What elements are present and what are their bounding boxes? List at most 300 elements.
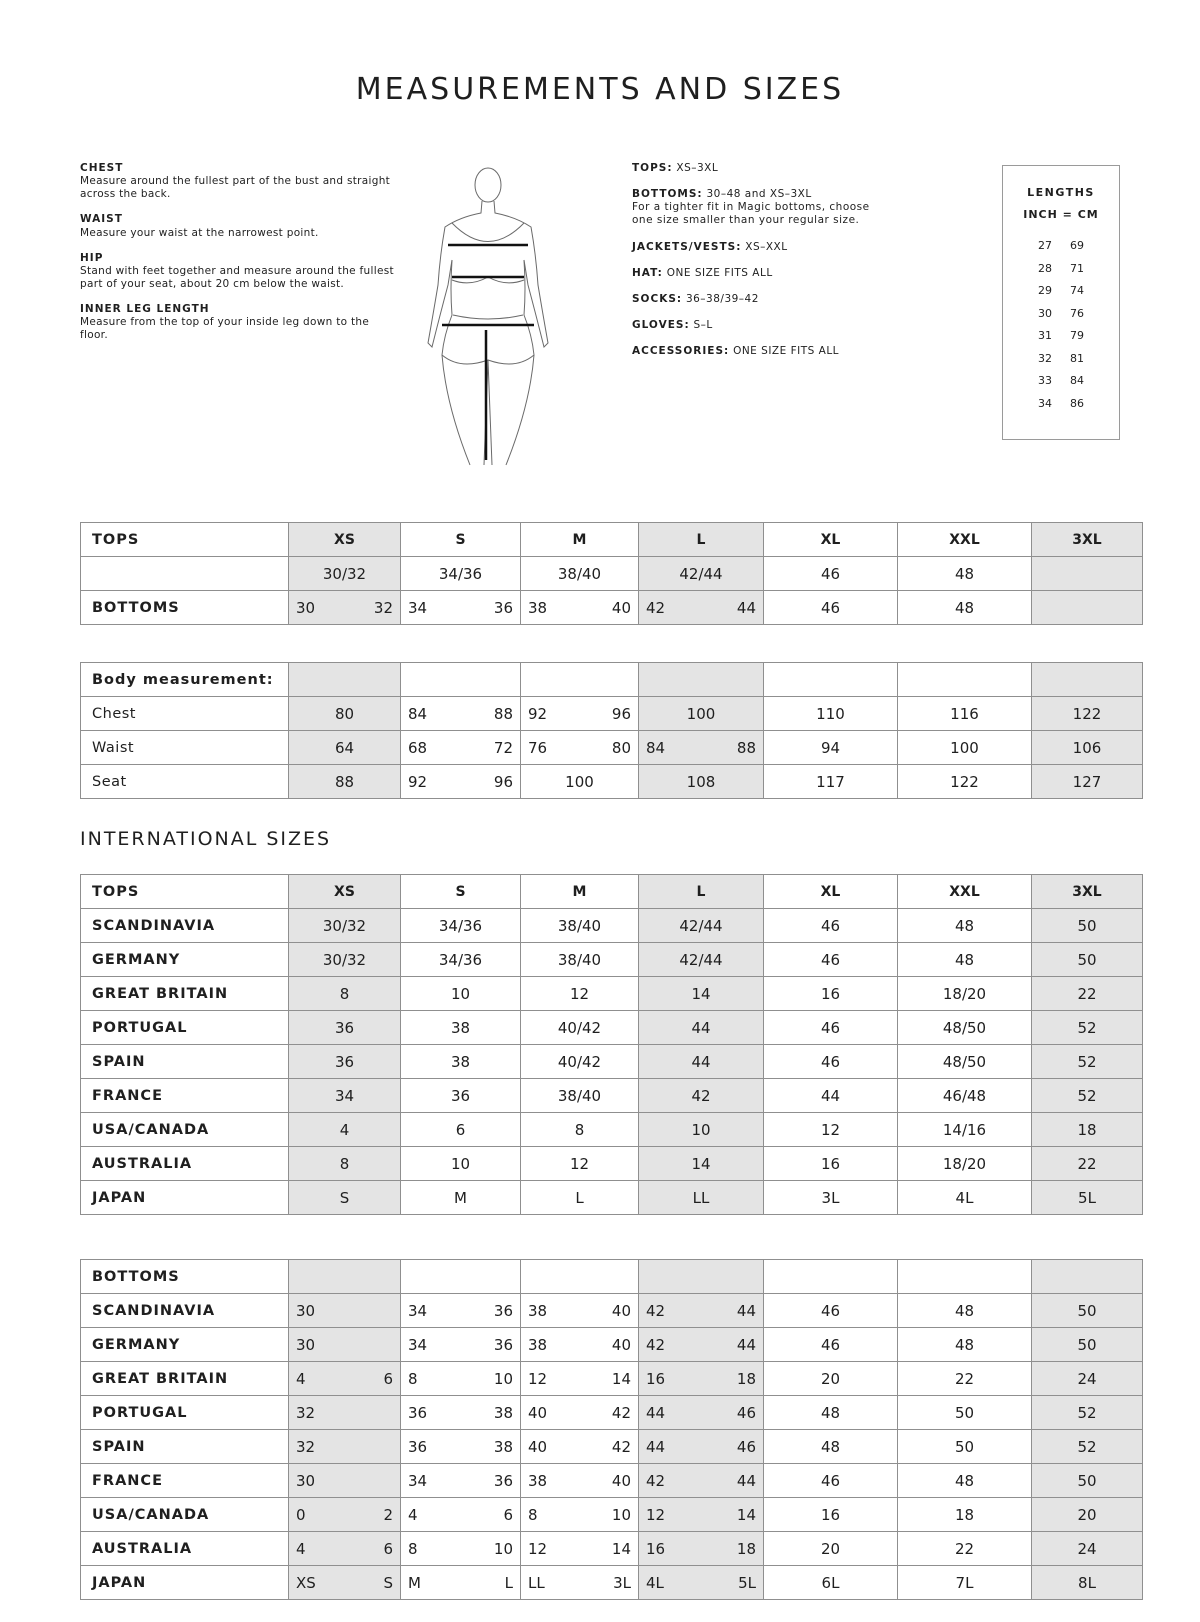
size-cell: 117 [764, 765, 898, 799]
table-row [81, 557, 1143, 591]
size-cell: 34/36 [401, 557, 521, 591]
range-label: ACCESSORIES: [632, 345, 730, 357]
size-cell: 52 [1032, 1430, 1143, 1464]
size-cell: 46 [764, 1464, 898, 1498]
size-cell: 48/50 [898, 1011, 1032, 1045]
size-value: 36 [493, 1301, 513, 1320]
row-label: Seat [81, 765, 289, 799]
size-cell: 48 [898, 1294, 1032, 1328]
size-pair [289, 1438, 400, 1456]
size-value: 30 [296, 1335, 316, 1354]
lengths-row [1003, 370, 1119, 393]
size-cell: 50 [898, 1396, 1032, 1430]
size-cell [639, 1328, 764, 1362]
size-value: 6 [383, 1369, 393, 1388]
size-cell [401, 1430, 521, 1464]
size-cell: 30/32 [289, 943, 401, 977]
range-label: SOCKS: [632, 292, 683, 305]
size-cell: 8L [1032, 1566, 1143, 1600]
size-value: 44 [736, 1301, 756, 1320]
size-cell: 10 [401, 977, 521, 1011]
size-pair [289, 1336, 400, 1354]
size-cell: 40/42 [521, 1045, 639, 1079]
size-cell: 46/48 [898, 1079, 1032, 1113]
size-cell [289, 1362, 401, 1396]
body-measurement-table [80, 662, 1143, 799]
size-cell: 30/32 [289, 557, 401, 591]
size-value: 40 [528, 1403, 548, 1422]
size-cell: 3L [764, 1181, 898, 1215]
size-cell: 3XL [1032, 523, 1143, 557]
size-value: 16 [646, 1539, 666, 1558]
size-pair [401, 773, 520, 791]
size-value: 8 [408, 1369, 418, 1388]
size-pair [289, 1404, 400, 1422]
table-row [81, 943, 1143, 977]
size-cell: 50 [1032, 1294, 1143, 1328]
size-cell: 18 [898, 1498, 1032, 1532]
row-label: AUSTRALIA [81, 1532, 289, 1566]
range-value: XS–3XL [676, 162, 719, 174]
inch-value: 29 [1038, 284, 1052, 297]
size-cell [1032, 1260, 1143, 1294]
range-socks [632, 293, 892, 306]
size-value: 36 [493, 1471, 513, 1490]
size-value: 42 [646, 598, 666, 617]
range-value: 36–38/39–42 [685, 292, 759, 305]
size-value: 36 [493, 598, 513, 617]
table-row [81, 1430, 1143, 1464]
size-pair [289, 1574, 400, 1592]
row-label: SCANDINAVIA [81, 909, 289, 943]
size-cell: L [639, 875, 764, 909]
size-pair [521, 1574, 638, 1592]
range-bottoms [632, 188, 892, 227]
row-label [81, 557, 289, 591]
definition-heading: WAIST [80, 213, 123, 226]
size-cell: 48 [898, 909, 1032, 943]
inch-value: 34 [1038, 396, 1052, 410]
size-cell: M [401, 1181, 521, 1215]
size-cell [521, 1464, 639, 1498]
size-value: 38 [528, 1471, 548, 1490]
size-cell [401, 1498, 521, 1532]
size-value: 38 [493, 1437, 513, 1456]
size-cell: 12 [764, 1113, 898, 1147]
size-cell [639, 1464, 764, 1498]
size-cell: 94 [764, 731, 898, 765]
size-cell: 38/40 [521, 943, 639, 977]
table-row [81, 909, 1143, 943]
cm-value: 79 [1070, 329, 1084, 342]
size-cell: 12 [521, 977, 639, 1011]
lengths-heading: LENGTHS [1027, 186, 1095, 199]
table-row [81, 1260, 1143, 1294]
size-cell: M [521, 523, 639, 557]
size-cell [521, 697, 639, 731]
size-cell: 14 [639, 1147, 764, 1181]
size-cell [898, 663, 1032, 697]
row-label: GERMANY [81, 1328, 289, 1362]
lengths-box [1002, 165, 1120, 440]
size-pair [289, 1302, 400, 1320]
size-table [80, 522, 1143, 625]
size-pair [289, 1370, 400, 1388]
size-value: 12 [646, 1505, 666, 1524]
size-value: 36 [408, 1403, 428, 1422]
size-cell: 48 [764, 1396, 898, 1430]
size-cell: 42/44 [639, 943, 764, 977]
size-value: 6 [383, 1539, 393, 1558]
definition-inner-leg [80, 303, 400, 342]
table-row [81, 1464, 1143, 1498]
size-value: 2 [383, 1505, 393, 1524]
row-label: GREAT BRITAIN [81, 1362, 289, 1396]
size-cell: 38/40 [521, 557, 639, 591]
definition-waist [80, 213, 400, 239]
size-cell: 14/16 [898, 1113, 1032, 1147]
size-value: 0 [296, 1505, 306, 1524]
table-row [81, 1362, 1143, 1396]
size-cell [401, 1260, 521, 1294]
table-row [81, 1147, 1143, 1181]
range-jackets [632, 241, 892, 254]
size-cell: 38 [401, 1045, 521, 1079]
lengths-row [1003, 325, 1119, 348]
size-cell [521, 591, 639, 625]
size-cell: 16 [764, 1147, 898, 1181]
size-value: 44 [736, 1335, 756, 1354]
size-value: 8 [408, 1539, 418, 1558]
size-pair [639, 739, 763, 757]
size-cell: 122 [898, 765, 1032, 799]
size-cell: 42/44 [639, 909, 764, 943]
size-value: 36 [493, 1335, 513, 1354]
size-value: M [408, 1573, 421, 1592]
size-pair [521, 1336, 638, 1354]
size-cell: 48 [898, 591, 1032, 625]
range-value: ONE SIZE FITS ALL [733, 345, 840, 357]
range-value: 30–48 and XS–3XL [706, 188, 812, 201]
lengths-row [1003, 280, 1119, 303]
size-pair [639, 1540, 763, 1558]
inch-value: 32 [1038, 351, 1052, 365]
size-cell: 42 [639, 1079, 764, 1113]
size-cell [521, 1294, 639, 1328]
lengths-row [1003, 393, 1119, 416]
size-value: 12 [528, 1539, 548, 1558]
size-value: 38 [528, 598, 548, 617]
size-value: 40 [528, 1437, 548, 1456]
size-pair [639, 1336, 763, 1354]
size-value: 36 [408, 1437, 428, 1456]
size-pair [401, 1404, 520, 1422]
table-row [81, 1181, 1143, 1215]
size-cell [289, 591, 401, 625]
size-cell: 36 [289, 1045, 401, 1079]
table-row [81, 977, 1143, 1011]
size-value: 46 [736, 1403, 756, 1422]
size-pair [521, 1370, 638, 1388]
row-label: FRANCE [81, 1079, 289, 1113]
size-pair [639, 1302, 763, 1320]
definition-text: Measure around the fullest part of the bust and straight across the back. [80, 175, 391, 201]
row-label: SPAIN [81, 1430, 289, 1464]
size-cell: L [521, 1181, 639, 1215]
row-label: GREAT BRITAIN [81, 977, 289, 1011]
size-cell: 46 [764, 909, 898, 943]
cm-value: 86 [1070, 396, 1084, 410]
range-value: XS–XXL [745, 240, 788, 253]
size-cell [401, 1328, 521, 1362]
size-value: 44 [736, 598, 756, 617]
size-value: 14 [611, 1539, 631, 1558]
size-cell: 50 [898, 1430, 1032, 1464]
size-cell: 34/36 [401, 909, 521, 943]
table-row [81, 1113, 1143, 1147]
size-cell: 50 [1032, 943, 1143, 977]
size-value: 40 [611, 1301, 631, 1320]
size-cell: 6L [764, 1566, 898, 1600]
size-cell: 48 [764, 1430, 898, 1464]
lengths-units: INCH = CM [1023, 208, 1099, 221]
size-cell: 4L [898, 1181, 1032, 1215]
size-cell: S [401, 523, 521, 557]
size-pair [401, 1472, 520, 1490]
size-value: 96 [611, 704, 631, 723]
table-row [81, 765, 1143, 799]
size-value: LL [528, 1573, 545, 1592]
size-cell: 46 [764, 557, 898, 591]
international-sizes-title: INTERNATIONAL SIZES [80, 828, 332, 850]
size-pair [521, 705, 638, 723]
row-label: BOTTOMS [81, 591, 289, 625]
size-cell: 64 [289, 731, 401, 765]
row-label: JAPAN [81, 1181, 289, 1215]
size-cell [764, 1260, 898, 1294]
size-cell [289, 1498, 401, 1532]
size-pair [639, 1438, 763, 1456]
range-label: GLOVES: [632, 318, 690, 331]
row-label: TOPS [81, 875, 289, 909]
inch-value: 27 [1038, 239, 1052, 252]
cm-value: 71 [1070, 261, 1084, 275]
size-cell [521, 1362, 639, 1396]
cm-value: 69 [1070, 239, 1084, 252]
measurement-definitions [80, 162, 400, 354]
size-pair [289, 1472, 400, 1490]
size-pair [639, 1370, 763, 1388]
size-cell [521, 1498, 639, 1532]
size-value: 5L [738, 1573, 756, 1592]
row-label: Waist [81, 731, 289, 765]
size-cell: M [521, 875, 639, 909]
size-cell [764, 663, 898, 697]
lengths-row [1003, 235, 1119, 258]
size-cell [521, 1532, 639, 1566]
size-cell [401, 1566, 521, 1600]
row-label: SPAIN [81, 1045, 289, 1079]
row-label: USA/CANADA [81, 1498, 289, 1532]
definition-heading: CHEST [80, 162, 124, 174]
size-value: 6 [503, 1505, 513, 1524]
range-label: HAT: [632, 266, 663, 279]
size-value: 40 [611, 598, 631, 617]
row-label: USA/CANADA [81, 1113, 289, 1147]
size-value: 16 [646, 1369, 666, 1388]
size-cell [639, 1430, 764, 1464]
row-label: AUSTRALIA [81, 1147, 289, 1181]
size-value: 76 [528, 738, 548, 757]
size-value: 18 [736, 1539, 756, 1558]
size-cell [639, 1532, 764, 1566]
size-cell [289, 1464, 401, 1498]
size-cell: XL [764, 523, 898, 557]
size-pair [289, 1540, 400, 1558]
size-pair [401, 739, 520, 757]
size-cell: L [639, 523, 764, 557]
size-cell: 80 [289, 697, 401, 731]
size-cell [401, 1396, 521, 1430]
range-hat [632, 267, 892, 280]
range-label: JACKETS/VESTS: [632, 240, 742, 253]
definition-text: Stand with feet together and measure around the fullest part of your seat, about 20 cm below the waist. [80, 264, 394, 290]
size-value: 32 [296, 1437, 316, 1456]
size-cell [289, 1260, 401, 1294]
size-cell: 38/40 [521, 909, 639, 943]
size-cell: 48 [898, 1328, 1032, 1362]
size-cell [521, 1328, 639, 1362]
size-value: 42 [646, 1301, 666, 1320]
size-pair [639, 1472, 763, 1490]
size-cell [639, 1566, 764, 1600]
size-cell [289, 1294, 401, 1328]
size-value: 42 [646, 1471, 666, 1490]
row-label: FRANCE [81, 1464, 289, 1498]
size-cell [639, 1294, 764, 1328]
size-cell [289, 663, 401, 697]
size-pair [521, 599, 638, 617]
size-value: 18 [736, 1369, 756, 1388]
size-value: 30 [296, 1301, 316, 1320]
size-pair [401, 599, 520, 617]
size-cell: 12 [521, 1147, 639, 1181]
size-value: 34 [408, 1471, 428, 1490]
size-cell: 106 [1032, 731, 1143, 765]
size-cell: 48/50 [898, 1045, 1032, 1079]
size-cell: 48 [898, 557, 1032, 591]
size-cell [639, 731, 764, 765]
size-cell: 14 [639, 977, 764, 1011]
size-cell [401, 1464, 521, 1498]
size-pair [521, 1472, 638, 1490]
size-pair [521, 739, 638, 757]
size-value: 84 [646, 738, 666, 757]
table-row [81, 1011, 1143, 1045]
international-bottoms-table [80, 1259, 1143, 1600]
size-pair [401, 1370, 520, 1388]
row-label: SCANDINAVIA [81, 1294, 289, 1328]
size-cell [639, 663, 764, 697]
size-cell: 22 [898, 1362, 1032, 1396]
inch-value: 30 [1038, 306, 1052, 320]
size-cell: 20 [764, 1532, 898, 1566]
size-cell: 18/20 [898, 1147, 1032, 1181]
size-value: 10 [493, 1369, 513, 1388]
size-cell [401, 697, 521, 731]
size-cell [1032, 663, 1143, 697]
size-cell [521, 1260, 639, 1294]
size-cell: S [401, 875, 521, 909]
size-cell: 46 [764, 1011, 898, 1045]
table-row [81, 1045, 1143, 1079]
size-cell: 6 [401, 1113, 521, 1147]
inch-value: 33 [1038, 374, 1052, 387]
size-value: 80 [611, 738, 631, 757]
size-value: 68 [408, 738, 428, 757]
size-cell: XS [289, 875, 401, 909]
range-gloves [632, 319, 892, 332]
size-cell: 5L [1032, 1181, 1143, 1215]
cm-value: 76 [1070, 306, 1084, 320]
definition-chest [80, 162, 400, 201]
definition-heading: HIP [80, 251, 104, 264]
size-value: S [383, 1573, 393, 1592]
size-cell: XXL [898, 523, 1032, 557]
size-cell [1032, 557, 1143, 591]
size-value: 34 [408, 1301, 428, 1320]
range-value: S–L [693, 318, 713, 331]
row-label: Body measurement: [81, 663, 289, 697]
size-cell [289, 1328, 401, 1362]
size-cell: 46 [764, 591, 898, 625]
size-cell [401, 1532, 521, 1566]
size-cell [898, 1260, 1032, 1294]
size-value: 72 [493, 738, 513, 757]
size-cell: 108 [639, 765, 764, 799]
size-value: 92 [528, 704, 548, 723]
size-value: 32 [373, 598, 393, 617]
size-cell: 8 [521, 1113, 639, 1147]
size-pair [639, 1404, 763, 1422]
size-cell: XXL [898, 875, 1032, 909]
size-cell: 18 [1032, 1113, 1143, 1147]
size-cell: 46 [764, 1045, 898, 1079]
row-label: TOPS [81, 523, 289, 557]
size-pair [639, 1574, 763, 1592]
size-cell: 18/20 [898, 977, 1032, 1011]
size-value: 34 [408, 598, 428, 617]
size-value: 14 [611, 1369, 631, 1388]
size-cell [289, 1566, 401, 1600]
size-cell [401, 1294, 521, 1328]
size-cell: 30/32 [289, 909, 401, 943]
size-cell [521, 663, 639, 697]
row-label: BOTTOMS [81, 1260, 289, 1294]
size-pair [401, 1540, 520, 1558]
size-pair [401, 1506, 520, 1524]
size-cell: 100 [639, 697, 764, 731]
size-cell: 116 [898, 697, 1032, 731]
size-cell [401, 765, 521, 799]
size-cell: 52 [1032, 1079, 1143, 1113]
size-cell: 7L [898, 1566, 1032, 1600]
size-cell: 38/40 [521, 1079, 639, 1113]
size-cell [289, 1532, 401, 1566]
range-value: ONE SIZE FITS ALL [666, 266, 773, 279]
range-label: TOPS: [632, 162, 673, 174]
inch-value: 31 [1038, 329, 1052, 342]
